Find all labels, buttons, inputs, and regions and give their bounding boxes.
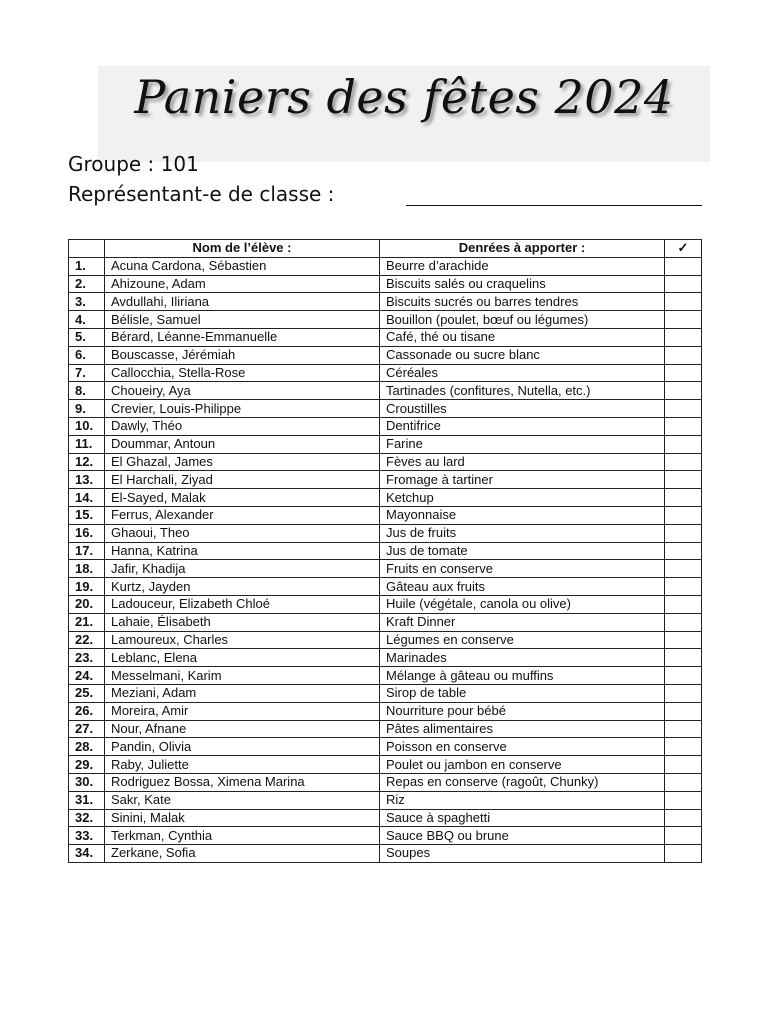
table-row [69,702,702,720]
table-row [69,417,702,435]
checkbox-cell[interactable] [665,453,702,471]
student-name: Pandin, Olivia [105,738,380,756]
checkbox-cell[interactable] [665,257,702,275]
food-item: Gâteau aux fruits [380,578,665,596]
row-number: 20. [69,595,105,613]
checkbox-cell[interactable] [665,756,702,774]
checkbox-cell[interactable] [665,346,702,364]
checkbox-cell[interactable] [665,773,702,791]
checkbox-cell[interactable] [665,720,702,738]
student-name: Acuna Cardona, Sébastien [105,257,380,275]
food-item: Jus de tomate [380,542,665,560]
food-item: Kraft Dinner [380,613,665,631]
row-number: 24. [69,667,105,685]
table-row [69,435,702,453]
table-row [69,649,702,667]
student-name: Hanna, Katrina [105,542,380,560]
table-row [69,667,702,685]
checkbox-cell[interactable] [665,275,702,293]
header-checkmark-icon: ✓ [665,240,702,258]
checkbox-cell[interactable] [665,827,702,845]
student-name: El Harchali, Ziyad [105,471,380,489]
row-number: 8. [69,382,105,400]
checkbox-cell[interactable] [665,417,702,435]
row-number: 17. [69,542,105,560]
food-item: Fèves au lard [380,453,665,471]
student-name: Bélisle, Samuel [105,311,380,329]
checkbox-cell[interactable] [665,311,702,329]
table-row [69,311,702,329]
food-item: Fromage à tartiner [380,471,665,489]
header-food-item: Denrées à apporter : [380,240,665,258]
row-number: 15. [69,506,105,524]
student-name: Ghaoui, Theo [105,524,380,542]
representative-label: Représentant-e de classe : [68,182,335,206]
checkbox-cell[interactable] [665,364,702,382]
food-item: Repas en conserve (ragoût, Chunky) [380,773,665,791]
checkbox-cell[interactable] [665,506,702,524]
student-name: Leblanc, Elena [105,649,380,667]
food-item: Poulet ou jambon en conserve [380,756,665,774]
food-item: Dentifrice [380,417,665,435]
checkbox-cell[interactable] [665,595,702,613]
table-row [69,756,702,774]
header-number-cell [69,240,105,258]
food-item: Légumes en conserve [380,631,665,649]
food-item: Fruits en conserve [380,560,665,578]
student-name: Messelmani, Karim [105,667,380,685]
table-row [69,613,702,631]
student-name: Callocchia, Stella-Rose [105,364,380,382]
student-name: Terkman, Cynthia [105,827,380,845]
student-name: Ahizoune, Adam [105,275,380,293]
table-row [69,453,702,471]
food-item: Biscuits salés ou craquelins [380,275,665,293]
student-name: Doummar, Antoun [105,435,380,453]
row-number: 14. [69,489,105,507]
table-row [69,471,702,489]
checkbox-cell[interactable] [665,400,702,418]
food-item: Riz [380,791,665,809]
food-item: Sauce à spaghetti [380,809,665,827]
row-number: 10. [69,417,105,435]
food-assignment-table [68,239,702,863]
table-row [69,720,702,738]
food-item: Marinades [380,649,665,667]
food-item: Ketchup [380,489,665,507]
row-number: 34. [69,845,105,863]
checkbox-cell[interactable] [665,613,702,631]
food-item: Sauce BBQ ou brune [380,827,665,845]
student-name: Sakr, Kate [105,791,380,809]
checkbox-cell[interactable] [665,542,702,560]
table-row [69,631,702,649]
student-name: Lahaie, Élisabeth [105,613,380,631]
food-item: Pâtes alimentaires [380,720,665,738]
checkbox-cell[interactable] [665,791,702,809]
student-name: Bérard, Léanne-Emmanuelle [105,328,380,346]
checkbox-cell[interactable] [665,702,702,720]
row-number: 28. [69,738,105,756]
student-name: Choueiry, Aya [105,382,380,400]
food-item: Poisson en conserve [380,738,665,756]
checkbox-cell[interactable] [665,293,702,311]
student-name: El-Sayed, Malak [105,489,380,507]
table-row [69,524,702,542]
food-item: Croustilles [380,400,665,418]
row-number: 18. [69,560,105,578]
row-number: 23. [69,649,105,667]
row-number: 12. [69,453,105,471]
row-number: 1. [69,257,105,275]
table-row [69,346,702,364]
student-name: Bouscasse, Jérémiah [105,346,380,364]
student-name: Ladouceur, Elizabeth Chloé [105,595,380,613]
student-name: Kurtz, Jayden [105,578,380,596]
checkbox-cell[interactable] [665,578,702,596]
food-item: Nourriture pour bébé [380,702,665,720]
row-number: 26. [69,702,105,720]
food-item: Soupes [380,845,665,863]
table-row [69,489,702,507]
row-number: 33. [69,827,105,845]
row-number: 2. [69,275,105,293]
table-row [69,738,702,756]
student-name: Crevier, Louis-Philippe [105,400,380,418]
student-name: Lamoureux, Charles [105,631,380,649]
table-row [69,506,702,524]
checkbox-cell[interactable] [665,738,702,756]
student-name: Sinini, Malak [105,809,380,827]
table-row [69,773,702,791]
row-number: 25. [69,684,105,702]
table-row [69,293,702,311]
checkbox-cell[interactable] [665,631,702,649]
food-item: Bouillon (poulet, bœuf ou légumes) [380,311,665,329]
header-student-name: Nom de l’élève : [105,240,380,258]
row-number: 4. [69,311,105,329]
checkbox-cell[interactable] [665,649,702,667]
representative-signature-line [406,205,702,206]
checkbox-cell[interactable] [665,560,702,578]
table-row [69,845,702,863]
food-item: Mélange à gâteau ou muffins [380,667,665,685]
row-number: 19. [69,578,105,596]
student-name: El Ghazal, James [105,453,380,471]
student-name: Moreira, Amir [105,702,380,720]
checkbox-cell[interactable] [665,845,702,863]
row-number: 9. [69,400,105,418]
student-name: Jafir, Khadija [105,560,380,578]
table-row [69,400,702,418]
student-name: Zerkane, Sofia [105,845,380,863]
food-item: Sirop de table [380,684,665,702]
table-row [69,542,702,560]
table-row [69,791,702,809]
food-item: Mayonnaise [380,506,665,524]
row-number: 16. [69,524,105,542]
row-number: 30. [69,773,105,791]
row-number: 11. [69,435,105,453]
food-item: Huile (végétale, canola ou olive) [380,595,665,613]
food-item: Cassonade ou sucre blanc [380,346,665,364]
checkbox-cell[interactable] [665,435,702,453]
row-number: 7. [69,364,105,382]
student-name: Avdullahi, Iliriana [105,293,380,311]
food-item: Jus de fruits [380,524,665,542]
student-name: Rodriguez Bossa, Ximena Marina [105,773,380,791]
page-title: Paniers des fêtes 2024 [134,70,674,124]
group-label: Groupe : 101 [68,152,199,176]
table-row [69,578,702,596]
table-row [69,257,702,275]
checkbox-cell[interactable] [665,471,702,489]
checkbox-cell[interactable] [665,382,702,400]
checkbox-cell[interactable] [665,489,702,507]
row-number: 31. [69,791,105,809]
row-number: 32. [69,809,105,827]
row-number: 22. [69,631,105,649]
checkbox-cell[interactable] [665,667,702,685]
food-item: Tartinades (confitures, Nutella, etc.) [380,382,665,400]
table-row [69,684,702,702]
student-name: Raby, Juliette [105,756,380,774]
checkbox-cell[interactable] [665,809,702,827]
table-row [69,364,702,382]
row-number: 6. [69,346,105,364]
food-item: Farine [380,435,665,453]
row-number: 13. [69,471,105,489]
checkbox-cell[interactable] [665,328,702,346]
table-header-row [69,240,702,258]
table-row [69,328,702,346]
food-item: Céréales [380,364,665,382]
checkbox-cell[interactable] [665,524,702,542]
row-number: 21. [69,613,105,631]
checkbox-cell[interactable] [665,684,702,702]
table-row [69,275,702,293]
table-row [69,595,702,613]
table-body [69,257,702,862]
student-name: Dawly, Théo [105,417,380,435]
student-name: Nour, Afnane [105,720,380,738]
table-row [69,809,702,827]
table-row [69,382,702,400]
student-name: Ferrus, Alexander [105,506,380,524]
row-number: 29. [69,756,105,774]
row-number: 5. [69,328,105,346]
food-item: Café, thé ou tisane [380,328,665,346]
table-row [69,560,702,578]
food-item: Beurre d’arachide [380,257,665,275]
student-name: Meziani, Adam [105,684,380,702]
row-number: 3. [69,293,105,311]
row-number: 27. [69,720,105,738]
table-row [69,827,702,845]
food-item: Biscuits sucrés ou barres tendres [380,293,665,311]
